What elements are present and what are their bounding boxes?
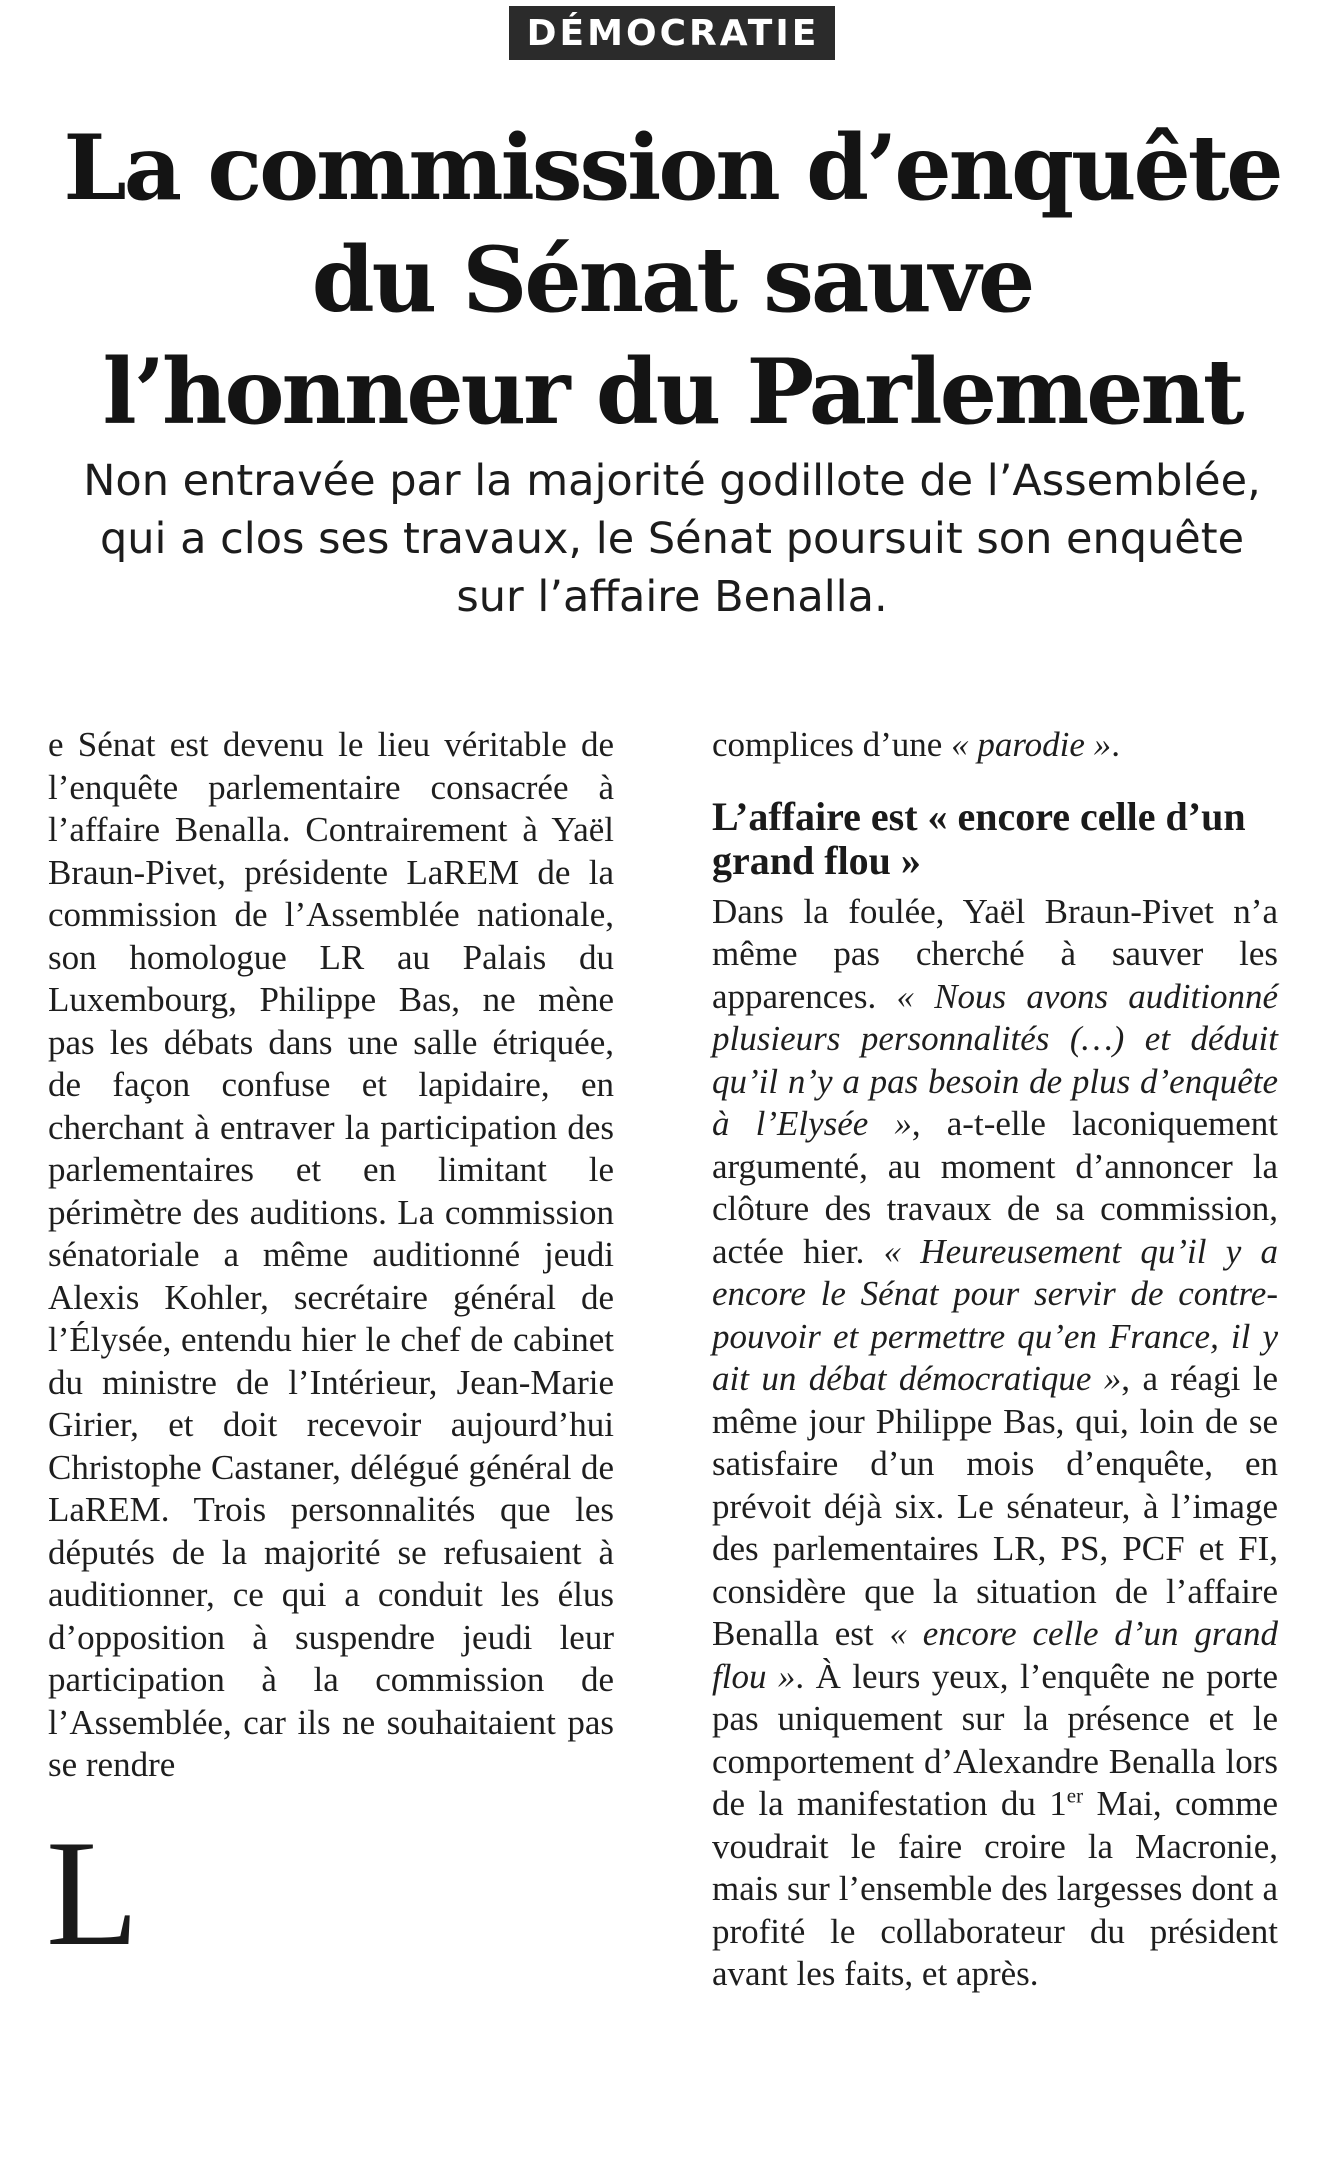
layout-indent (496, 1824, 614, 2174)
paragraph-1-ending-period: . (1111, 725, 1120, 764)
quote-grand-flou: « encore celle d’un grand flou » (712, 1614, 1278, 1696)
quote-bas: « Heureusement qu’il y a encore le Sénat pour servir de contre-pouvoir et permettre qu’en France, il y ait un débat démocratique » (712, 1231, 1278, 1398)
paragraph-2-text-a: Dans la foulée, Yaël Braun-Pivet n’a même pas cherché à sauver les apparences. (712, 891, 1278, 1016)
rubric-container (0, 6, 1344, 60)
drop-cap: L (46, 1809, 139, 1977)
article-paragraph-2 (712, 891, 1278, 1996)
headline-line-3: l’honneur du Parlement (102, 339, 1242, 445)
paragraph-1-text: e Sénat est devenu le lieu véritable de l’enquête parlementaire consacrée à l’affaire Benalla. Contrairement à Yaël Braun-Pivet, présidente LaREM de la commission de l’Assemblée nationale, son homologue LR au Palais du Luxembourg, Philippe Bas, ne mène pas les débats dans une salle étriquée, de façon confuse et lapidaire, en cherchant à entraver la participation des parlementaires et en limitant le périmètre des auditions. La commission sénatoriale a même auditionné jeudi Alexis Kohler, secrétaire général de l’Élysée, entendu hier le chef de cabinet du ministre de l’Intérieur, Jean-Marie Girier, et doit recevoir aujourd’hui Christophe Castaner, délégué général de LaREM. Trois personnalités que les députés de la majorité se refusaient à auditionner, ce qui a conduit les élus d’opposition à suspendre jeudi leur participation à la commission de l’Assemblée, car ils ne souhaitaient pas se rendre (48, 725, 614, 1784)
paragraph-2-text-e: Mai, comme voudrait le faire croire la Macronie, mais sur l’ensemble des largesses dont a profité le collaborateur du président avant les faits, et après. (712, 1784, 1278, 1993)
intertitle: L’affaire est « encore celle d’un grand flou » (712, 793, 1246, 883)
headline (40, 112, 1304, 448)
paragraph-1-ending-text: complices d’une (712, 725, 952, 764)
section-rubric: DÉMOCRATIE (509, 6, 836, 60)
paragraph-2-text-d: . À leurs yeux, l’enquête ne porte pas uniquement sur la présence et le comportement d’Alexandre Benalla lors de la manifestation du 1 (712, 1656, 1278, 1823)
ordinal-superscript: er (1066, 1783, 1084, 1808)
paragraph-2-text-c: , a réagi le même jour Philippe Bas, qui, loin de se satisfaire d’un mois d’enquête, en prévoit déjà six. Le sénateur, à l’image des parlementaires LR, PS, PCF et FI, considère que la situation de l’affaire Benalla est (712, 1359, 1278, 1653)
headline-line-2: du Sénat sauve (311, 227, 1033, 333)
quote-braun-pivet: « Nous avons auditionné plusieurs personnalités (…) et déduit qu’il n’y a pas besoin de plus d’enquête à l’Elysée » (712, 976, 1279, 1143)
headline-line-1: La commission d’enquête (63, 115, 1281, 221)
article-column-right (712, 724, 1278, 1996)
paragraph-1-ending (712, 724, 1278, 767)
quote-parodie: « parodie » (951, 725, 1112, 764)
article-paragraph-1 (46, 724, 614, 1977)
article-column-left (48, 724, 614, 2174)
paragraph-2-text-b: , a-t-elle laconiquement argumenté, au moment d’annoncer la clôture des travaux de sa commission, actée hier. (712, 1104, 1278, 1271)
standfirst: Non entravée par la majorité godillote de l’Assemblée, qui a clos ses travaux, le Sénat poursuit son enquête sur l’affaire Benalla. (83, 456, 1261, 622)
